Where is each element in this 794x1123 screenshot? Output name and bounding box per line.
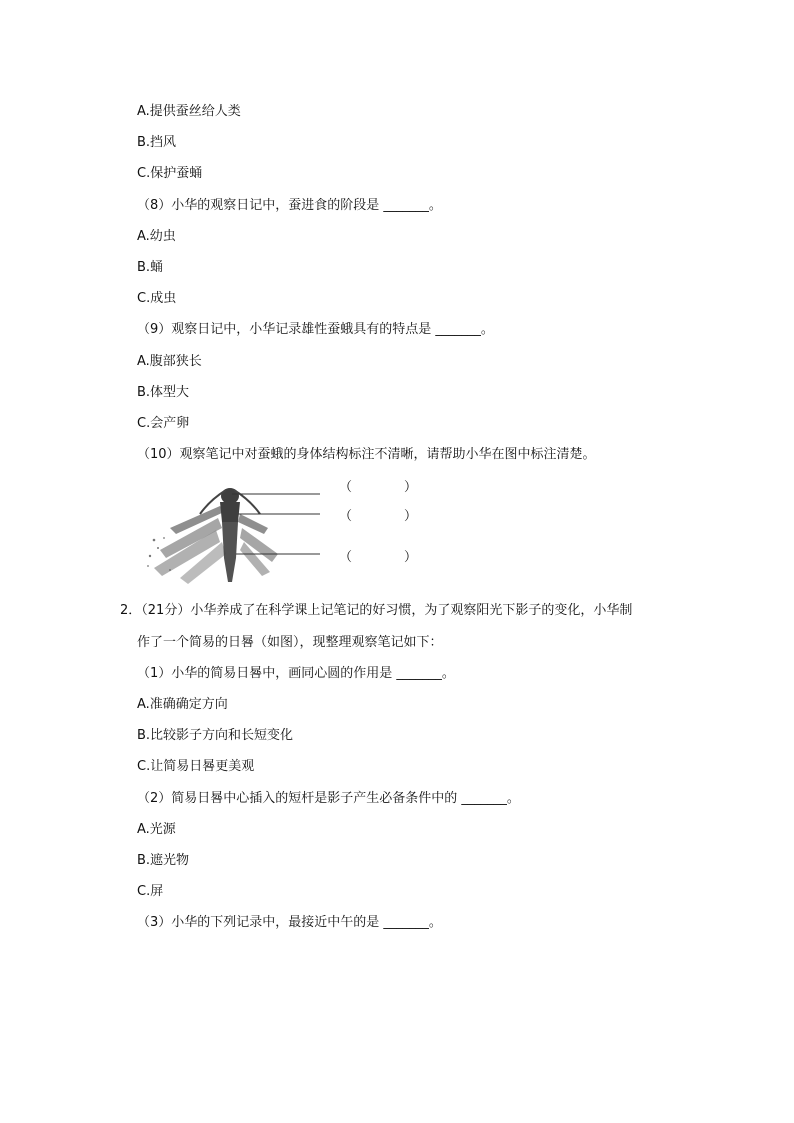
question-9-stem: （9）观察日记中，小华记录雄性蚕蛾具有的特点是 _______。 bbox=[137, 322, 494, 337]
question-2-1-stem: （1）小华的简易日晷中，画同心圆的作用是 _______。 bbox=[137, 666, 455, 681]
question-8-stem: （8）小华的观察日记中，蚕进食的阶段是 _______。 bbox=[137, 198, 442, 213]
question-2-1-option-c: C.让简易日晷更美观 bbox=[137, 759, 255, 774]
question-2-3-stem: （3）小华的下列记录中，最接近中午的是 _______。 bbox=[137, 915, 442, 930]
question-9-option-c: C.会产卵 bbox=[137, 416, 190, 431]
question-9-option-b: B.体型大 bbox=[137, 385, 190, 400]
question-9-option-a: A.腹部狭长 bbox=[137, 354, 202, 369]
question-8-option-a: A.幼虫 bbox=[137, 229, 176, 244]
question-2-stem-line1: 2．（21分）小华养成了在科学课上记笔记的好习惯，为了观察阳光下影子的变化，小华制 bbox=[120, 603, 633, 618]
question-8-option-b: B.蛹 bbox=[137, 260, 164, 275]
question-2-2-stem: （2）简易日晷中心插入的短杆是影子产生必备条件中的 _______。 bbox=[137, 791, 520, 806]
question-2-2-option-b: B.遮光物 bbox=[137, 853, 190, 868]
option-a: A.提供蚕丝给人类 bbox=[137, 104, 241, 119]
question-2-1-option-b: B.比较影子方向和长短变化 bbox=[137, 728, 294, 743]
question-2-1-option-a: A.准确确定方向 bbox=[137, 697, 228, 712]
label-blank-abdomen[interactable]: （ ） bbox=[339, 550, 418, 565]
question-10-stem: （10）观察笔记中对蚕蛾的身体结构标注不清晰，请帮助小华在图中标注清楚。 bbox=[137, 447, 596, 462]
question-8-option-c: C.成虫 bbox=[137, 291, 177, 306]
question-2-stem-line2: 作了一个简易的日晷（如图），现整理观察笔记如下： bbox=[137, 635, 443, 650]
label-blank-thorax[interactable]: （ ） bbox=[339, 509, 418, 524]
option-b: B.挡风 bbox=[137, 135, 177, 150]
option-c: C.保护蚕蛹 bbox=[137, 166, 203, 181]
question-2-2-option-a: A.光源 bbox=[137, 822, 176, 837]
label-blank-head[interactable]: （ ） bbox=[339, 480, 418, 495]
question-2-2-option-c: C.屏 bbox=[137, 884, 164, 899]
